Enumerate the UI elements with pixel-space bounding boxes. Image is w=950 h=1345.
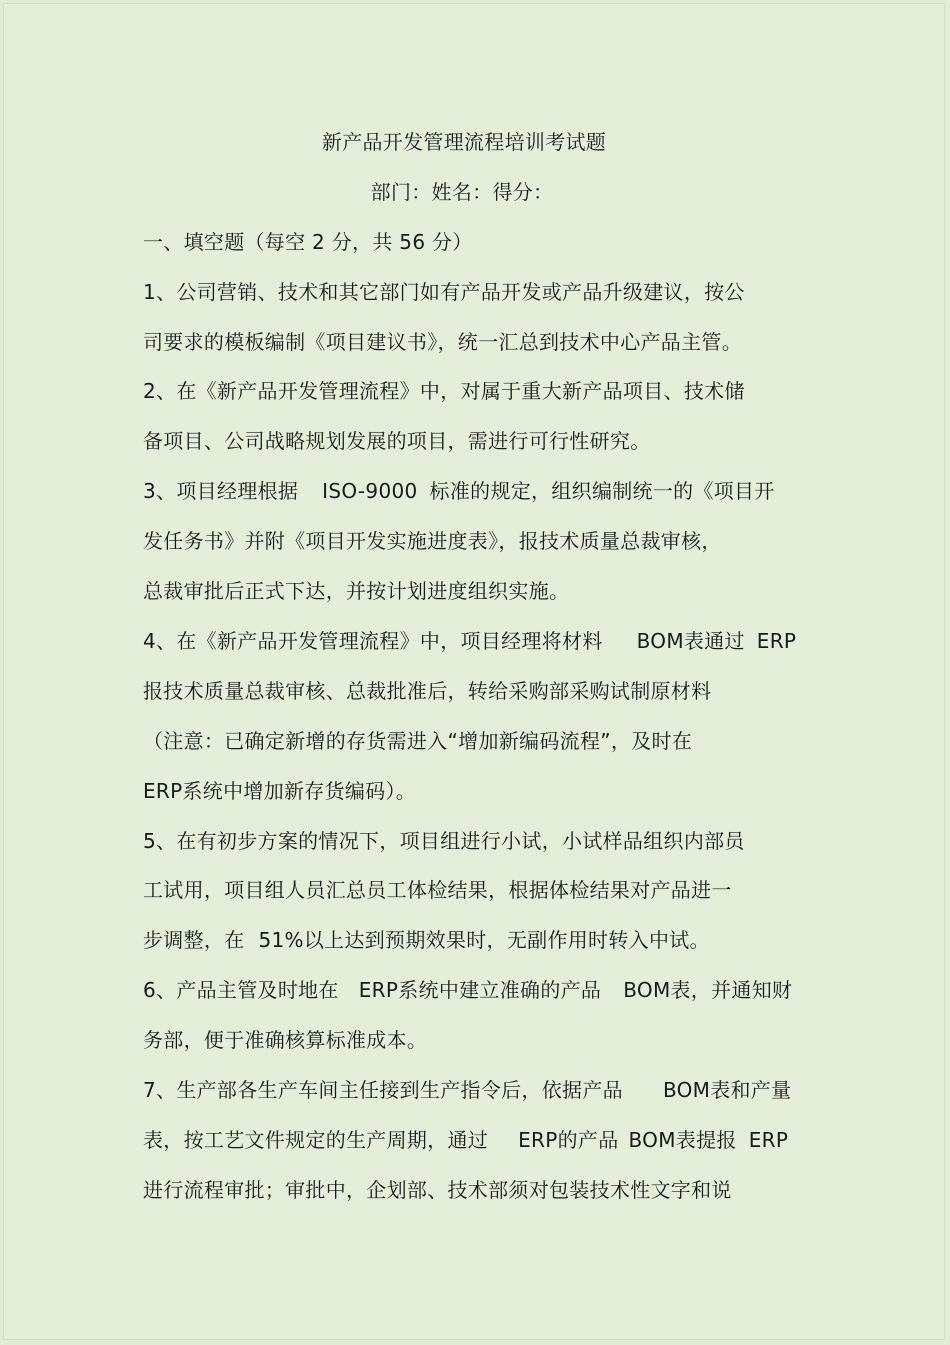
question-5-text-b: 51%以上达到预期效果时，无副作用时转入中试。 bbox=[258, 928, 710, 952]
question-1-line-1: 1、公司营销、技术和其它部门如有产品开发或产品升级建议，按公 bbox=[143, 280, 745, 304]
question-4-text-a: 4、在《新产品开发管理流程》中，项目经理将材料 bbox=[143, 629, 603, 653]
question-7-text-c2: BOM表提报 bbox=[628, 1128, 737, 1152]
question-7-line-3: 进行流程审批；审批中，企划部、技术部须对包装技术性文字和说 bbox=[143, 1178, 732, 1202]
question-5-line-1: 5、在有初步方案的情况下，项目组进行小试，小试样品组织内部员 bbox=[143, 829, 745, 853]
question-2-line-2: 备项目、公司战略规划发展的项目，需进行可行性研究。 bbox=[143, 429, 651, 453]
question-4-line-1 bbox=[143, 627, 796, 655]
question-6-line-1 bbox=[143, 976, 792, 1004]
question-7-text-a2: 表，按工艺文件规定的生产周期，通过 bbox=[143, 1128, 489, 1152]
question-7-text-d2: ERP bbox=[748, 1128, 789, 1152]
question-3-text-b: ISO-9000 bbox=[322, 479, 418, 503]
question-3-line-2: 发任务书》并附《项目开发实施进度表》，报技术质量总裁审核， bbox=[143, 529, 722, 553]
question-7-text-b: BOM表和产量 bbox=[662, 1078, 792, 1102]
question-6-text-b: ERP系统中建立准确的产品 bbox=[358, 978, 602, 1002]
question-7-line-1 bbox=[143, 1076, 791, 1104]
question-4-line-2: 报技术质量总裁审核、总裁批准后，转给采购部采购试制原材料 bbox=[143, 679, 712, 703]
section-heading: 一、填空题（每空 2 分，共 56 分） bbox=[143, 230, 473, 254]
document-title: 新产品开发管理流程培训考试题 bbox=[321, 130, 607, 154]
question-7-line-2 bbox=[143, 1126, 788, 1154]
question-2-line-1: 2、在《新产品开发管理流程》中，对属于重大新产品项目、技术储 bbox=[143, 379, 745, 403]
question-3-line-3: 总裁审批后正式下达，并按计划进度组织实施。 bbox=[143, 579, 570, 603]
question-4-line-4: ERP系统中增加新存货编码）。 bbox=[143, 779, 417, 803]
question-3-text-a: 3、项目经理根据 bbox=[143, 479, 299, 503]
question-7-text-b2: ERP的产品 bbox=[518, 1128, 619, 1152]
question-5-line-3 bbox=[143, 926, 710, 954]
question-7-text-a: 7、生产部各生产车间主任接到生产指令后，依据产品 bbox=[143, 1078, 623, 1102]
question-4-text-b: BOM表通过 bbox=[636, 629, 745, 653]
question-4-text-c: ERP bbox=[756, 629, 797, 653]
question-3-text-c: 标准的规定，组织编制统一的《项目开 bbox=[429, 479, 775, 503]
question-6-line-2: 务部，便于准确核算标准成本。 bbox=[143, 1028, 428, 1052]
question-5-line-2: 工试用，项目组人员汇总员工体检结果，根据体检结果对产品进一 bbox=[143, 878, 732, 902]
question-4-line-3: （注意：已确定新增的存货需进入“增加新编码流程”，及时在 bbox=[143, 729, 693, 753]
question-5-text-a: 步调整，在 bbox=[143, 928, 245, 952]
question-1-line-2: 司要求的模板编制《项目建议书》，统一汇总到技术中心产品主管。 bbox=[143, 330, 742, 354]
document-subtitle: 部门：姓名：得分： bbox=[370, 180, 554, 204]
question-6-text-c: BOM表，并通知财 bbox=[623, 978, 793, 1002]
question-6-text-a: 6、产品主管及时地在 bbox=[143, 978, 339, 1002]
question-3-line-1 bbox=[143, 477, 775, 505]
